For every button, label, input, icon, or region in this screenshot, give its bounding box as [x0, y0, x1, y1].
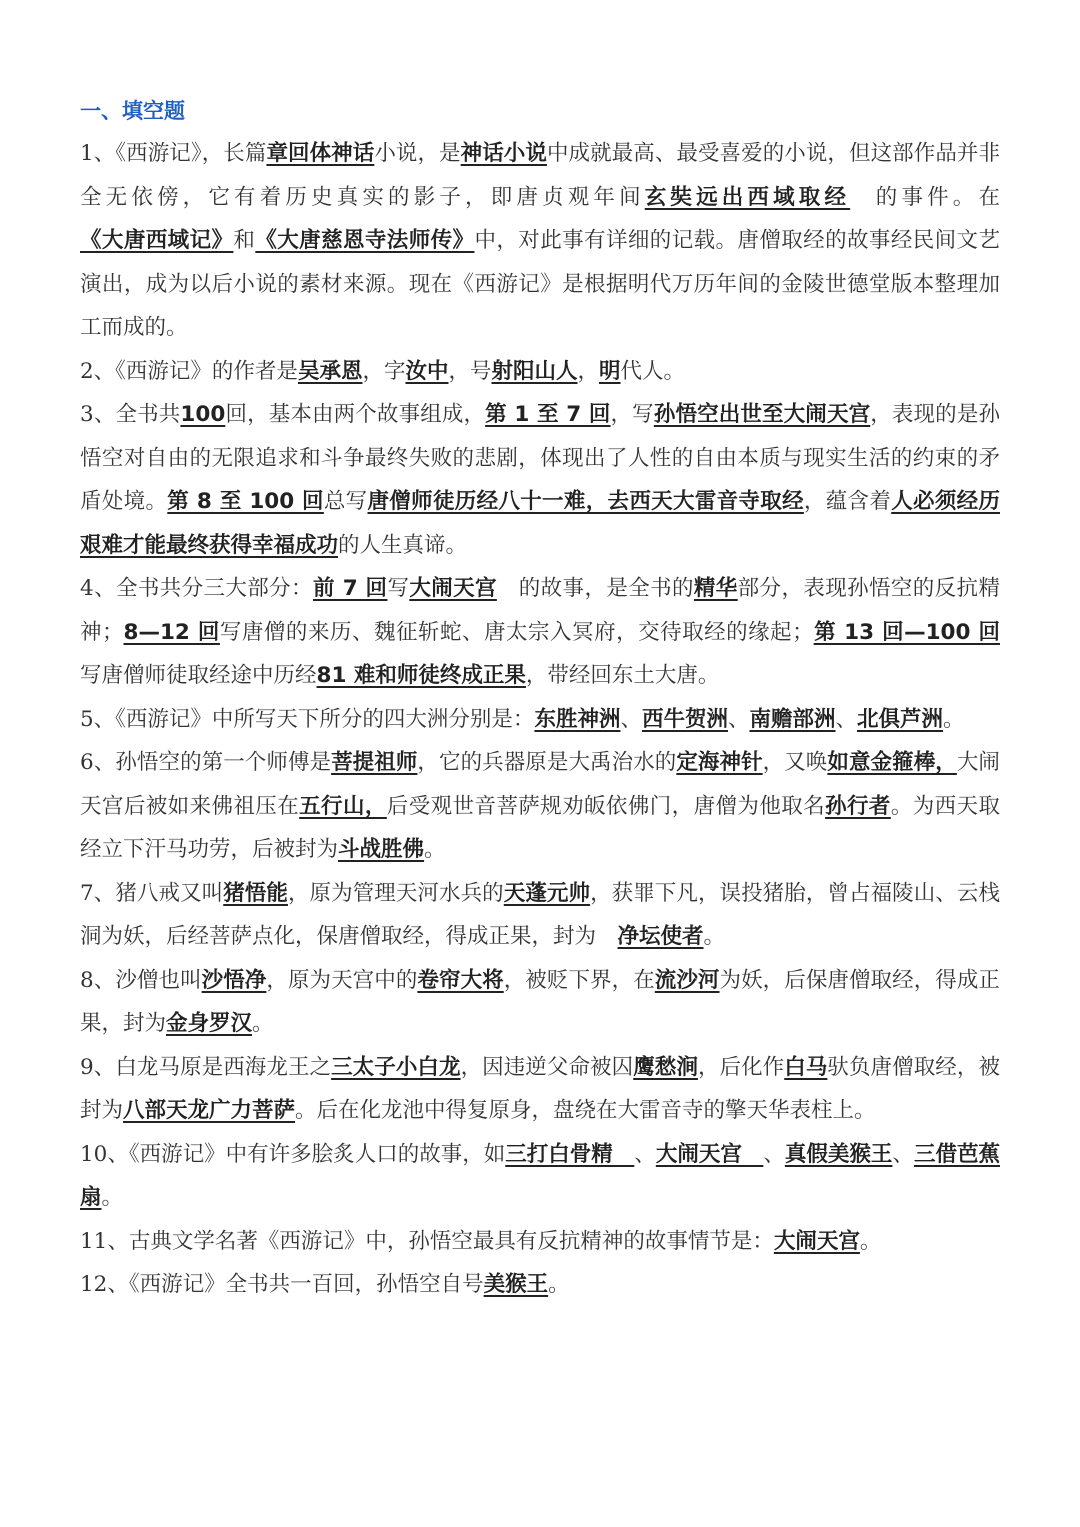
answer-blank: 斗战胜佛: [338, 837, 425, 862]
answer-blank: 三太子小白龙: [331, 1054, 461, 1080]
question-text: 总写: [323, 489, 368, 514]
answer-blank: 《大唐慈恩寺法师传》: [255, 228, 475, 253]
question-text: 后受观世音菩萨规劝皈依佛门，唐僧为他取名: [386, 793, 826, 819]
answer-blank: 汝中: [405, 358, 449, 384]
question-text: ，它的兵器原是大禹治水的: [417, 750, 677, 775]
answer-blank: 西牛贺洲: [641, 706, 728, 732]
question-text: 。: [548, 1272, 570, 1297]
question-text: 。: [424, 837, 446, 862]
question-text: 大闹天宫后被如来佛祖压在: [80, 750, 1000, 819]
question-item: [80, 1220, 1000, 1264]
question-text: ，因违逆父命被囚: [460, 1054, 634, 1080]
question-item: [80, 132, 1000, 350]
answer-blank: 北俱芦洲: [857, 706, 944, 732]
answer-blank: 玄奘远出西域取经: [644, 184, 851, 210]
question-text: ，号: [448, 358, 492, 384]
question-text: ，写: [610, 402, 654, 427]
question-text: ，获罪下凡，误投猪胎，曾占福陵山、云栈洞为妖，后经菩萨点化，保唐僧取经，得成正果，封为: [80, 880, 1000, 949]
question-text: ，原为管理天河水兵的: [287, 880, 504, 906]
answer-blank: 五行山，: [299, 793, 387, 819]
question-text: ，带经回东土大唐。: [525, 663, 720, 688]
question-text: 6、孙悟空的第一个师傅是: [80, 750, 332, 775]
question-text: ，: [577, 358, 600, 384]
question-text: 写唐僧的来历、魏征斩蛇、唐太宗入冥府，交待取经的缘起；: [219, 619, 814, 645]
question-text: 代人。: [620, 358, 686, 384]
answer-blank: 卷帘大将: [417, 967, 504, 993]
answer-blank: 射阳山人: [491, 358, 578, 384]
section-title: 一、填空题: [80, 99, 185, 123]
document-page: [80, 90, 1000, 1307]
question-text: ，原为天宫中的: [266, 967, 418, 993]
question-item: [80, 698, 1000, 742]
question-text: 、: [763, 1141, 785, 1167]
answer-blank: 净坛使者: [617, 924, 704, 949]
question-text: 、: [634, 1141, 656, 1167]
question-text: 。后在化龙池中得复原身，盘绕在大雷音寺的擎天华表柱上。: [295, 1098, 876, 1123]
answer-blank: 定海神针: [676, 750, 763, 775]
answer-blank: 明: [599, 358, 621, 384]
question-text: 。: [943, 706, 965, 732]
question-text: 写唐僧师徒取经途中历经: [80, 663, 317, 688]
question-text: 。为西天取经立下汗马功劳，后被封为: [80, 793, 1000, 862]
question-list: [80, 132, 1000, 1307]
answer-blank: 大闹天宫: [773, 1228, 860, 1254]
answer-blank: 八部天龙广力菩萨: [123, 1098, 296, 1123]
question-text: 的人生真谛。: [338, 532, 468, 558]
question-text: 5、《西游记》中所写天下所分的四大洲分别是：: [80, 706, 535, 732]
answer-blank: 菩提祖师: [331, 750, 418, 775]
question-text: 、: [892, 1141, 914, 1167]
question-text: 10、《西游记》中有许多脍炙人口的故事，如: [80, 1141, 506, 1167]
answer-blank: 猪悟能: [223, 880, 288, 906]
question-text: 的事件。在: [850, 184, 1000, 210]
question-text: 3、全书共: [80, 402, 181, 427]
question-text: 。: [252, 1011, 274, 1036]
question-text: 、: [620, 706, 642, 732]
question-text: 回，基本由两个故事组成，: [225, 402, 486, 427]
question-item: [80, 567, 1000, 698]
answer-blank: 白马: [784, 1054, 828, 1080]
answer-blank: 第 1 至 7 回: [485, 402, 611, 427]
answer-blank: 孙悟空出世至大闹天宫: [653, 402, 871, 427]
question-text: ，表现的是孙悟空对自由的无限追求和斗争最终失败的悲剧，体现出了人性的自由本质与现实生活的约束的矛盾处境。: [80, 402, 1000, 514]
question-text: 9、白龙马原是西海龙王之: [80, 1054, 332, 1080]
question-text: 12、《西游记》全书共一百回，孙悟空自号: [80, 1272, 484, 1297]
answer-blank: 前 7 回: [312, 576, 388, 601]
answer-blank: 81 难和师徒终成正果: [316, 663, 526, 688]
answer-blank: 大闹天宫: [655, 1141, 764, 1167]
question-text: 的故事，是全书的: [496, 576, 694, 601]
answer-blank: 沙悟净: [201, 967, 267, 993]
question-text: 写: [387, 576, 410, 601]
question-text: 。: [859, 1228, 882, 1254]
question-item: [80, 1046, 1000, 1133]
question-text: 。: [703, 924, 726, 949]
answer-blank: 100: [180, 402, 226, 427]
question-text: 和: [233, 228, 256, 253]
answer-blank: 美猴王: [483, 1272, 549, 1297]
question-text: 、: [835, 706, 858, 732]
question-text: ，蕴含着: [803, 489, 892, 514]
answer-blank: 第 13 回—100 回: [813, 619, 1000, 645]
answer-blank: 大闹天宫: [409, 576, 497, 601]
answer-blank: 流沙河: [654, 967, 720, 993]
question-item: [80, 350, 1000, 394]
answer-blank: 神话小说: [460, 141, 547, 166]
answer-blank: 8—12 回: [123, 619, 220, 645]
question-text: 8、沙僧也叫: [80, 967, 202, 993]
answer-blank: 三打白骨精: [505, 1141, 635, 1167]
question-text: 。: [101, 1185, 124, 1210]
question-item: [80, 1133, 1000, 1220]
question-item: [80, 959, 1000, 1046]
question-text: ，被贬下界，在: [503, 967, 655, 993]
question-text: ，后化作: [697, 1054, 785, 1080]
question-text: 11、古典文学名著《西游记》中，孙悟空最具有反抗精神的故事情节是：: [80, 1228, 774, 1254]
question-text: 部分，表现孙悟空的反抗精神；: [80, 576, 1000, 645]
question-text: 2、《西游记》的作者是: [80, 358, 298, 384]
answer-blank: 南赡部洲: [749, 706, 836, 732]
answer-blank: 精华: [693, 576, 738, 601]
question-item: [80, 872, 1000, 959]
question-text: 中成就最高、最受喜爱的小说，但这部作品并非全无依傍，它有着历史真实的影子，即唐贞观年间: [80, 141, 1000, 210]
question-text: 小说，是: [374, 141, 461, 166]
question-text: 4、全书共分三大部分：: [80, 576, 313, 601]
question-text: ，字: [362, 358, 406, 384]
answer-blank: 鹰愁涧: [633, 1054, 698, 1080]
question-text: 驮负唐僧取经，被封为: [80, 1054, 1000, 1123]
answer-blank: 如意金箍棒，: [827, 750, 957, 775]
answer-blank: 唐僧师徒历经八十一难，去西天大雷音寺取经: [367, 489, 804, 514]
question-text: 为妖，后保唐僧取经，得成正果，封为: [80, 967, 1000, 1036]
answer-blank: 章回体神话: [266, 141, 375, 166]
question-text: 、: [727, 706, 750, 732]
answer-blank: 金身罗汉: [166, 1011, 253, 1036]
question-text: 1、《西游记》，长篇: [80, 141, 267, 166]
answer-blank: 真假美猴王: [784, 1141, 893, 1167]
question-item: [80, 741, 1000, 872]
answer-blank: 吴承恩: [297, 358, 363, 384]
answer-blank: 孙行者: [825, 793, 891, 819]
answer-blank: 东胜神洲: [534, 706, 621, 732]
answer-blank: 三借芭蕉扇: [80, 1141, 1000, 1210]
question-text: 7、猪八戒又叫: [80, 880, 224, 906]
answer-blank: 天蓬元帅: [503, 880, 591, 906]
answer-blank: 《大唐西域记》: [80, 228, 234, 253]
question-item: [80, 1263, 1000, 1307]
answer-blank: 第 8 至 100 回: [167, 489, 324, 514]
question-text: 中，对此事有详细的记载。唐僧取经的故事经民间文艺演出，成为以后小说的素材来源。现在《西游记》是根据明代万历年间的金陵世德堂版本整理加工而成的。: [80, 228, 1000, 340]
answer-blank: 人必须经历艰难才能最终获得幸福成功: [80, 489, 1000, 558]
question-text: ，又唤: [762, 750, 828, 775]
question-item: [80, 393, 1000, 567]
